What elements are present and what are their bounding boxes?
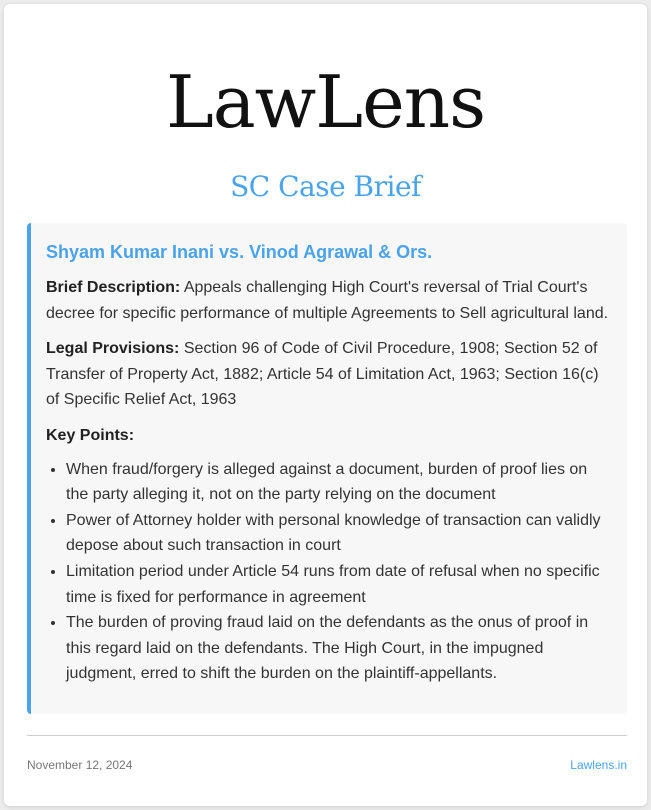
case-brief-panel (27, 223, 627, 714)
footer-date: November 12, 2024 (27, 758, 133, 772)
footer-site-link[interactable]: Lawlens.in (570, 758, 627, 772)
legal-provisions-label: Legal Provisions: (46, 340, 180, 358)
brief-description (46, 275, 609, 326)
footer-divider (27, 735, 627, 736)
legal-provisions (46, 336, 609, 413)
list-item: • When fraud/forgery is alleged against a document, burden of proof lies on the party alleging it, not on the party relying on the document (66, 457, 609, 508)
list-item: • Limitation period under Article 54 runs from date of refusal when no specific time is fixed for performance in agreement (66, 559, 609, 610)
key-points-label: Key Points: (46, 426, 135, 444)
case-title: Shyam Kumar Inani vs. Vinod Agrawal & Ors. (46, 242, 433, 262)
list-item: • Power of Attorney holder with personal knowledge of transaction can validly depose about such transaction in court (66, 508, 609, 559)
logo-text: LawLens (165, 60, 486, 144)
brief-card (4, 4, 647, 806)
brief-description-text: Appeals challenging High Court's reversal of Trial Court's decree for specific performance of multiple Agreements to Sell agricultural land. (46, 279, 609, 322)
key-points-list (46, 457, 609, 687)
list-item: • The burden of proving fraud laid on the defendants as the onus of proof in this regard laid on the defendants. The High Court, in the impugned judgment, erred to shift the burden on the plaintiff-appellants. (66, 610, 609, 687)
page-subtitle: SC Case Brief (230, 170, 421, 203)
brief-description-label: Brief Description: (46, 279, 181, 296)
legal-provisions-text: Section 96 of Code of Civil Procedure, 1908; Section 52 of Transfer of Property Act, 1882; Article 54 of Limitation Act, 1963; Section 16(c) of Specific Relief Act, 1963 (46, 340, 599, 409)
